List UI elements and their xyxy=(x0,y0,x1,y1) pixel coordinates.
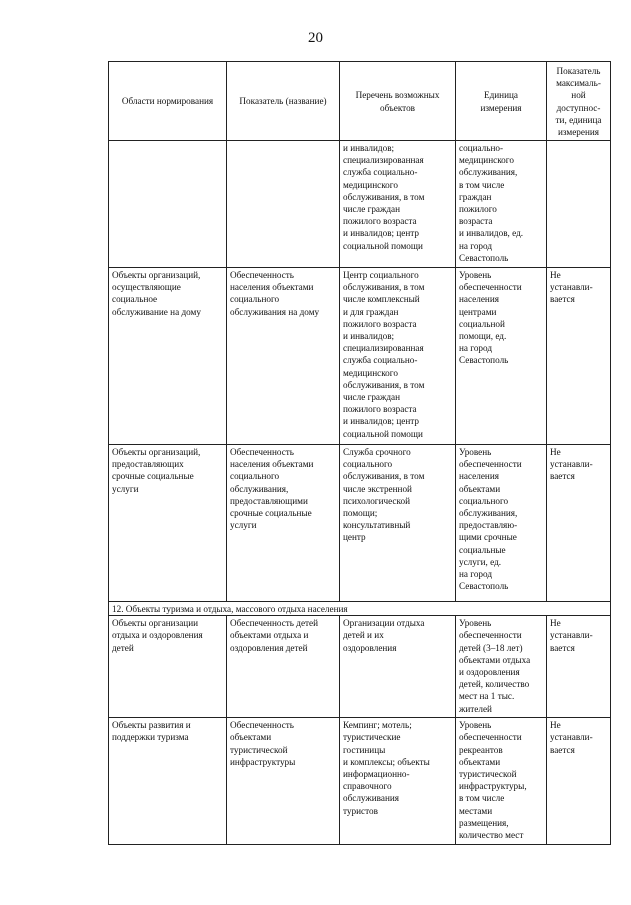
cell-area: Объекты организаций, осуществляющие социальное обслуживание на дому xyxy=(109,268,227,445)
cell-indicator: Обеспеченность населения объектами социального обслуживания, предоставляющими срочные социальные услуги xyxy=(227,445,340,602)
cell-objects: Служба срочного социального обслуживания, в том числе экстренной психологической помощи; консультативный центр xyxy=(340,445,456,602)
header-max: Показатель максималь- ной доступнос- ти, единица измерения xyxy=(547,62,611,141)
cell-indicator: Обеспеченность детей объектами отдыха и оздоровления детей xyxy=(227,616,340,718)
cell-unit: Уровень обеспеченности рекреантов объектами туристической инфраструктуры, в том числе местами размещения, количество мест xyxy=(456,718,547,845)
section-title: 12. Объекты туризма и отдыха, массового отдыха населения xyxy=(109,602,611,616)
table-row xyxy=(109,445,611,602)
header-row xyxy=(109,62,611,141)
cell-indicator: Обеспеченность объектами туристической инфраструктуры xyxy=(227,718,340,845)
cell-area: Объекты развития и поддержки туризма xyxy=(109,718,227,845)
cell-indicator: Обеспеченность населения объектами социального обслуживания на дому xyxy=(227,268,340,445)
header-area: Области нормирования xyxy=(109,62,227,141)
cell-area: Объекты организаций, предоставляющих срочные социальные услуги xyxy=(109,445,227,602)
cell-unit: Уровень обеспеченности населения объектами социального обслуживания, предоставляю- щими срочные социальные услуги, ед. на город Севастополь xyxy=(456,445,547,602)
table-row xyxy=(109,141,611,268)
cell-objects: Кемпинг; мотель; туристические гостиницы и комплексы; объекты информационно- справочного обслуживания туристов xyxy=(340,718,456,845)
header-indicator: Показатель (название) xyxy=(227,62,340,141)
cell-indicator xyxy=(227,141,340,268)
cell-area xyxy=(109,141,227,268)
section-row xyxy=(109,602,611,616)
cell-max xyxy=(547,141,611,268)
cell-max: Не устанавли- вается xyxy=(547,718,611,845)
cell-max: Не устанавли- вается xyxy=(547,268,611,445)
norm-table xyxy=(108,61,611,845)
cell-max: Не устанавли- вается xyxy=(547,616,611,718)
header-unit: Единица измерения xyxy=(456,62,547,141)
cell-objects: Центр социального обслуживания, в том числе комплексный и для граждан пожилого возраста и инвалидов; специализированная служба социально- медицинского обслуживания, в том числе граждан пожилого возраста и инвалидов; центр социальной помощи xyxy=(340,268,456,445)
cell-unit: социально- медицинского обслуживания, в том числе граждан пожилого возраста и инвалидов, ед. на город Севастополь xyxy=(456,141,547,268)
page-number: 20 xyxy=(308,30,323,46)
cell-objects: и инвалидов; специализированная служба социально- медицинского обслуживания, в том числе граждан пожилого возраста и инвалидов; центр социальной помощи xyxy=(340,141,456,268)
table-row xyxy=(109,616,611,718)
table-row xyxy=(109,718,611,845)
cell-unit: Уровень обеспеченности детей (3–18 лет) объектами отдыха и оздоровления детей, количество мест на 1 тыс. жителей xyxy=(456,616,547,718)
cell-unit: Уровень обеспеченности населения центрами социальной помощи, ед. на город Севастополь xyxy=(456,268,547,445)
cell-max: Не устанавли- вается xyxy=(547,445,611,602)
cell-objects: Организации отдыха детей и их оздоровления xyxy=(340,616,456,718)
table-row xyxy=(109,268,611,445)
header-objects: Перечень возможных объектов xyxy=(340,62,456,141)
cell-area: Объекты организации отдыха и оздоровления детей xyxy=(109,616,227,718)
